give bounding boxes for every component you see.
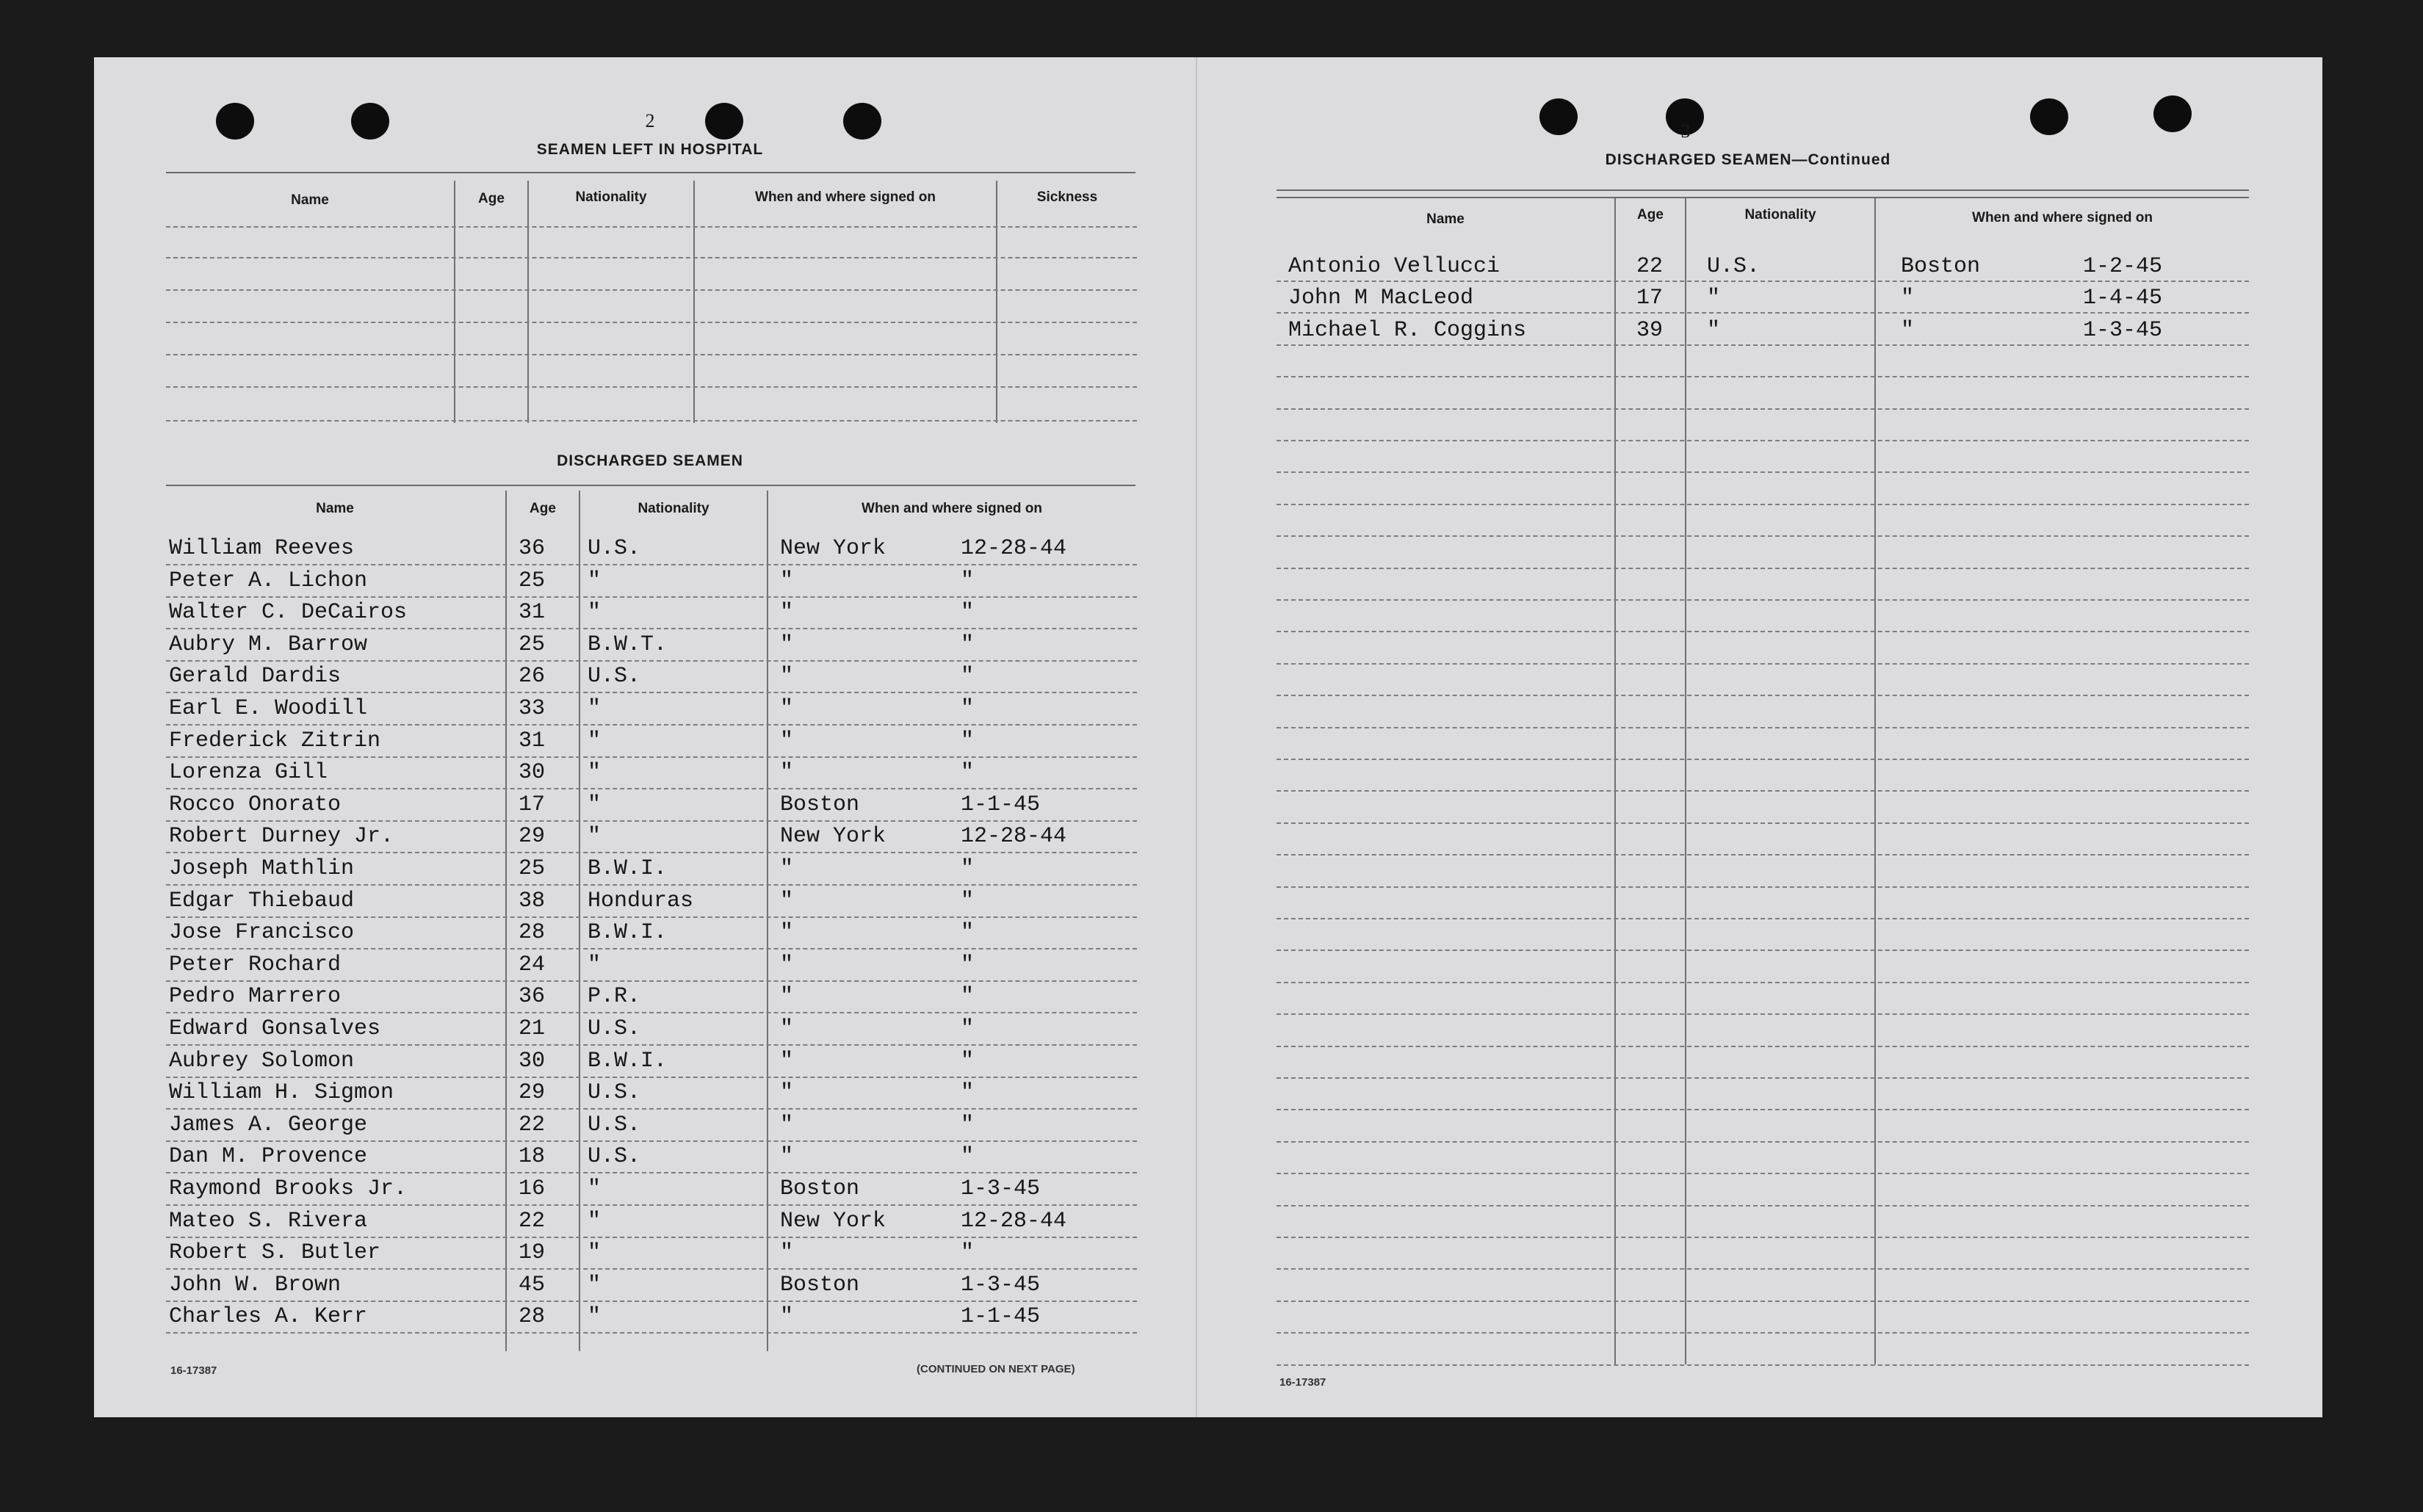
signed-place: " (780, 696, 794, 721)
continued-header-signed: When and where signed on (1972, 210, 2153, 225)
form-line (166, 596, 1137, 598)
binder-hole (216, 103, 254, 140)
form-line (1277, 790, 2249, 792)
signed-place: " (780, 1113, 794, 1137)
signed-date: 1-2-45 (2083, 254, 2163, 279)
signed-place: " (780, 1144, 794, 1169)
seaman-name: Aubry M. Barrow (169, 632, 368, 657)
seaman-nationality: " (588, 824, 602, 849)
form-line (1277, 822, 2249, 824)
signed-place: " (780, 952, 794, 977)
signed-place: " (780, 600, 794, 625)
seaman-age: 17 (519, 792, 546, 817)
form-line (1277, 599, 2249, 601)
seaman-nationality: U.S. (588, 664, 641, 689)
form-line (1277, 1013, 2249, 1015)
form-line (166, 354, 1137, 355)
seaman-nationality: " (1707, 286, 1721, 311)
signed-place: Boston (780, 1176, 860, 1201)
form-line (1277, 727, 2249, 728)
form-line (166, 1204, 1137, 1206)
signed-date: " (961, 984, 975, 1009)
column-divider (1685, 197, 1686, 1364)
signed-date: 1-4-45 (2083, 286, 2163, 311)
column-divider (505, 491, 507, 1351)
signed-place: " (780, 632, 794, 657)
seaman-name: Michael R. Coggins (1288, 318, 1527, 343)
seaman-name: Pedro Marrero (169, 984, 342, 1009)
signed-date: " (961, 856, 975, 881)
discharged-continued-title: DISCHARGED SEAMEN—Continued (1605, 151, 1891, 168)
page-number: 3 (1680, 120, 1691, 142)
signed-date: 12-28-44 (961, 824, 1067, 849)
form-line (166, 1172, 1137, 1173)
form-line (166, 1332, 1137, 1334)
form-line (166, 1237, 1137, 1238)
signed-date: 1-3-45 (961, 1273, 1041, 1298)
form-line (166, 1301, 1137, 1302)
signed-place: " (780, 664, 794, 689)
page-fold (1196, 57, 1197, 1417)
discharged-header-signed: When and where signed on (862, 501, 1042, 516)
seaman-age: 22 (1636, 254, 1664, 279)
signed-date: 1-3-45 (961, 1176, 1041, 1201)
seaman-name: Aubrey Solomon (169, 1049, 355, 1074)
seaman-nationality: " (588, 952, 602, 977)
form-line (1277, 504, 2249, 505)
form-line (166, 692, 1137, 693)
signed-place: New York (780, 824, 886, 849)
seaman-nationality: U.S. (588, 1016, 641, 1041)
seaman-name: Charles A. Kerr (169, 1304, 368, 1329)
column-divider (1614, 197, 1616, 1364)
seaman-name: Dan M. Provence (169, 1144, 368, 1169)
seaman-age: 25 (519, 632, 546, 657)
signed-place: " (1901, 286, 1915, 311)
seaman-nationality: " (588, 568, 602, 593)
seaman-nationality: " (588, 792, 602, 817)
seaman-age: 25 (519, 568, 546, 593)
seaman-nationality: U.S. (1707, 254, 1761, 279)
hospital-header-signed: When and where signed on (755, 189, 936, 205)
form-line (166, 1108, 1137, 1110)
discharged-header-name: Name (316, 501, 354, 516)
binder-hole (705, 103, 743, 140)
form-line (166, 916, 1137, 918)
signed-place: " (780, 1304, 794, 1329)
hospital-header-sickness: Sickness (1036, 189, 1098, 205)
form-line (166, 420, 1137, 422)
signed-place: New York (780, 1209, 886, 1234)
page-number: 2 (645, 110, 655, 131)
seaman-nationality: U.S. (588, 1080, 641, 1105)
discharged-header-age: Age (530, 501, 556, 516)
signed-date: " (961, 600, 975, 625)
seaman-name: Peter A. Lichon (169, 568, 368, 593)
signed-date: " (961, 1080, 975, 1105)
signed-place: " (780, 760, 794, 785)
seaman-age: 24 (519, 952, 546, 977)
seaman-name: John W. Brown (169, 1273, 342, 1298)
form-line (166, 788, 1137, 789)
form-line (166, 564, 1137, 565)
form-line (166, 724, 1137, 726)
rule (166, 172, 1135, 173)
seaman-age: 33 (519, 696, 546, 721)
form-line (166, 257, 1137, 258)
seaman-nationality: " (588, 728, 602, 753)
hospital-header-name: Name (291, 192, 329, 208)
seaman-age: 45 (519, 1273, 546, 1298)
seaman-name: Walter C. DeCairos (169, 600, 408, 625)
form-line (1277, 695, 2249, 696)
form-line (1277, 1237, 2249, 1238)
signed-date: 12-28-44 (961, 536, 1067, 561)
form-line (1277, 440, 2249, 441)
seaman-nationality: " (588, 600, 602, 625)
signed-date: " (961, 728, 975, 753)
form-line (1277, 663, 2249, 665)
signed-date: " (961, 568, 975, 593)
seaman-name: Gerald Dardis (169, 664, 342, 689)
form-line (1277, 535, 2249, 537)
form-line (166, 980, 1137, 982)
binder-hole (2030, 98, 2068, 135)
signed-place: " (780, 728, 794, 753)
seaman-name: Rocco Onorato (169, 792, 342, 817)
form-line (166, 948, 1137, 949)
seaman-age: 30 (519, 1049, 546, 1074)
form-line (1277, 1205, 2249, 1207)
seaman-name: Mateo S. Rivera (169, 1209, 368, 1234)
form-line (166, 820, 1137, 822)
hospital-header-nationality: Nationality (575, 189, 647, 205)
form-line (166, 1140, 1137, 1142)
register-sheet (94, 57, 2322, 1417)
seaman-age: 22 (519, 1113, 546, 1137)
form-line (1277, 1077, 2249, 1079)
form-line (1277, 854, 2249, 856)
seaman-age: 21 (519, 1016, 546, 1041)
signed-date: " (961, 696, 975, 721)
seaman-age: 29 (519, 824, 546, 849)
form-line (1277, 1173, 2249, 1174)
seaman-nationality: U.S. (588, 1144, 641, 1169)
form-line (166, 1268, 1137, 1270)
continued-header-age: Age (1637, 207, 1664, 223)
seaman-nationality: " (588, 1273, 602, 1298)
seaman-age: 36 (519, 984, 546, 1009)
column-divider (767, 491, 768, 1351)
seaman-age: 31 (519, 728, 546, 753)
rule (166, 485, 1135, 486)
signed-date: " (961, 1049, 975, 1074)
signed-date: 12-28-44 (961, 1209, 1067, 1234)
seaman-age: 30 (519, 760, 546, 785)
form-line (166, 1044, 1137, 1046)
signed-date: " (961, 1016, 975, 1041)
binder-hole (1539, 98, 1578, 135)
rule (1277, 197, 2249, 198)
seaman-name: Jose Francisco (169, 920, 355, 945)
seaman-age: 31 (519, 600, 546, 625)
form-line (166, 1012, 1137, 1013)
signed-place: " (780, 568, 794, 593)
discharged-header-nationality: Nationality (638, 501, 709, 516)
seaman-age: 16 (519, 1176, 546, 1201)
form-number: 16-17387 (1279, 1376, 1326, 1389)
form-line (1277, 886, 2249, 888)
seaman-name: James A. George (169, 1113, 368, 1137)
seaman-name: William Reeves (169, 536, 355, 561)
signed-date: 1-1-45 (961, 792, 1041, 817)
form-line (166, 1077, 1137, 1078)
seaman-nationality: P.R. (588, 984, 641, 1009)
seaman-nationality: U.S. (588, 1113, 641, 1137)
seaman-name: Joseph Mathlin (169, 856, 355, 881)
form-line (1277, 1046, 2249, 1047)
form-line (166, 628, 1137, 629)
continued-note: (CONTINUED ON NEXT PAGE) (917, 1363, 1075, 1375)
form-line (166, 852, 1137, 853)
seaman-age: 19 (519, 1240, 546, 1265)
seaman-age: 28 (519, 1304, 546, 1329)
signed-place: " (780, 889, 794, 914)
seaman-name: Earl E. Woodill (169, 696, 368, 721)
form-line (1277, 631, 2249, 632)
signed-date: " (961, 920, 975, 945)
seaman-name: John M MacLeod (1288, 286, 1474, 311)
signed-place: Boston (1901, 254, 1981, 279)
seaman-age: 22 (519, 1209, 546, 1234)
signed-place: Boston (780, 792, 860, 817)
seaman-nationality: B.W.I. (588, 856, 668, 881)
seaman-age: 36 (519, 536, 546, 561)
seaman-name: Antonio Vellucci (1288, 254, 1501, 279)
signed-place: Boston (780, 1273, 860, 1298)
seaman-nationality: " (588, 696, 602, 721)
binder-hole (2153, 95, 2192, 132)
seaman-age: 25 (519, 856, 546, 881)
form-line (1277, 312, 2249, 314)
seaman-name: William H. Sigmon (169, 1080, 394, 1105)
form-line (166, 322, 1137, 323)
seaman-nationality: " (588, 1304, 602, 1329)
form-line (1277, 1332, 2249, 1334)
form-line (1277, 1364, 2249, 1366)
seaman-nationality: U.S. (588, 536, 641, 561)
form-line (1277, 344, 2249, 346)
seaman-nationality: " (588, 760, 602, 785)
signed-place: " (780, 920, 794, 945)
seaman-name: Edward Gonsalves (169, 1016, 381, 1041)
form-line (166, 289, 1137, 291)
seaman-name: Peter Rochard (169, 952, 342, 977)
form-number: 16-17387 (170, 1364, 217, 1377)
hospital-header-age: Age (478, 191, 505, 206)
seaman-age: 28 (519, 920, 546, 945)
signed-place: " (780, 1240, 794, 1265)
seaman-name: Robert S. Butler (169, 1240, 381, 1265)
seaman-name: Lorenza Gill (169, 760, 328, 785)
seaman-age: 17 (1636, 286, 1664, 311)
seaman-name: Raymond Brooks Jr. (169, 1176, 408, 1201)
column-divider (1874, 197, 1876, 1364)
signed-date: " (961, 1144, 975, 1169)
form-line (1277, 568, 2249, 569)
seaman-nationality: B.W.I. (588, 1049, 668, 1074)
continued-header-name: Name (1426, 211, 1465, 227)
signed-date: " (961, 664, 975, 689)
column-divider (579, 491, 580, 1351)
form-line (1277, 949, 2249, 951)
seaman-name: Robert Durney Jr. (169, 824, 394, 849)
seaman-nationality: B.W.I. (588, 920, 668, 945)
seaman-name: Edgar Thiebaud (169, 889, 355, 914)
signed-date: 1-1-45 (961, 1304, 1041, 1329)
form-line (166, 386, 1137, 388)
signed-date: " (961, 889, 975, 914)
signed-place: " (780, 1049, 794, 1074)
signed-date: " (961, 632, 975, 657)
signed-place: New York (780, 536, 886, 561)
seaman-age: 26 (519, 664, 546, 689)
form-line (1277, 1268, 2249, 1270)
seaman-nationality: " (588, 1240, 602, 1265)
seaman-nationality: " (588, 1176, 602, 1201)
form-line (166, 756, 1137, 758)
seaman-age: 18 (519, 1144, 546, 1169)
form-line (1277, 918, 2249, 919)
continued-header-nationality: Nationality (1744, 207, 1816, 223)
signed-place: " (780, 856, 794, 881)
signed-date: 1-3-45 (2083, 318, 2163, 343)
signed-place: " (1901, 318, 1915, 343)
binder-hole (843, 103, 881, 140)
signed-date: " (961, 1113, 975, 1137)
signed-date: " (961, 952, 975, 977)
discharged-section-title: DISCHARGED SEAMEN (557, 452, 743, 469)
signed-place: " (780, 1016, 794, 1041)
seaman-age: 38 (519, 889, 546, 914)
seaman-nationality: Honduras (588, 889, 694, 914)
seaman-nationality: " (1707, 318, 1721, 343)
form-line (1277, 1141, 2249, 1143)
form-line (1277, 982, 2249, 983)
hospital-section-title: SEAMEN LEFT IN HOSPITAL (536, 141, 764, 158)
seaman-nationality: " (588, 1209, 602, 1234)
form-line (166, 226, 1137, 228)
signed-place: " (780, 1080, 794, 1105)
binder-hole (351, 103, 389, 140)
form-line (1277, 1301, 2249, 1302)
signed-date: " (961, 760, 975, 785)
rule (1277, 189, 2249, 191)
signed-date: " (961, 1240, 975, 1265)
form-line (1277, 759, 2249, 760)
form-line (166, 660, 1137, 662)
form-line (1277, 376, 2249, 377)
form-line (1277, 471, 2249, 473)
signed-place: " (780, 984, 794, 1009)
form-line (166, 884, 1137, 886)
form-line (1277, 1109, 2249, 1110)
seaman-age: 39 (1636, 318, 1664, 343)
form-line (1277, 408, 2249, 410)
seaman-nationality: B.W.T. (588, 632, 668, 657)
seaman-name: Frederick Zitrin (169, 728, 381, 753)
seaman-age: 29 (519, 1080, 546, 1105)
form-line (1277, 281, 2249, 282)
